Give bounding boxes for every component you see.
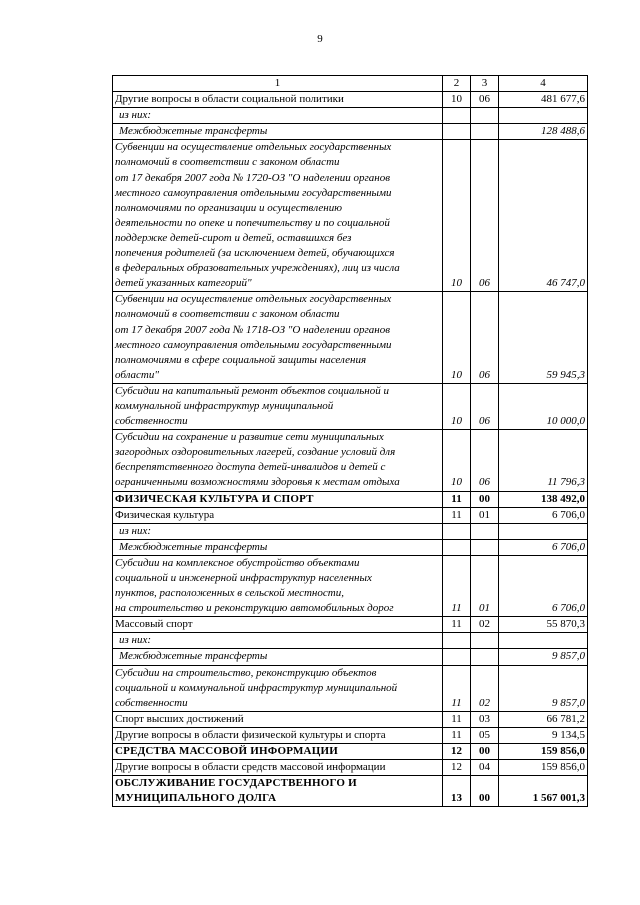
table-row-section-total: [113, 776, 588, 807]
row-amount: [499, 633, 588, 649]
row-section: [443, 108, 471, 124]
row-description: Субвенции на осуществление отдельных государственных полномочий в соответствии с законом области от 17 декабря 2007 года № 1718-ОЗ "О наделении органов местного самоуправления отдельными государственными полномочиями в сфере социальной защиты населения области": [115, 293, 392, 381]
row-section: 11: [443, 507, 471, 523]
row-description: Физическая культура: [113, 507, 443, 523]
row-description: Другие вопросы в области средств массовой информации: [113, 760, 443, 776]
row-amount: 481 677,6: [499, 92, 588, 108]
row-subsection: 05: [471, 727, 499, 743]
row-description: Субсидии на комплексное обустройство объектами социальной и инженерной инфраструктур населенных пунктов, расположенных в сельской местности, на строительство и реконструкцию автомобильных дорог: [115, 556, 394, 615]
row-description: Субвенции на осуществление отдельных государственных полномочий в соответствии с законом области от 17 декабря 2007 года № 1720-ОЗ "О наделении органов местного самоуправления отдельными государственными полномочиями по организации и осуществлению деятельности по опеке и попечительству и по социальной поддержке детей-сирот и детей, оставшихся без попечения родителей (за исключением детей, обучающихся в федеральных образовательных учреждениях), лиц из числа детей указанных категорий": [115, 141, 400, 290]
row-section: [443, 649, 471, 665]
row-description: из них:: [113, 108, 443, 124]
row-subsection: [471, 523, 499, 539]
row-section: 11: [443, 665, 471, 711]
row-description: Спорт высших достижений: [113, 711, 443, 727]
table-row: [113, 727, 588, 743]
row-subsection: [471, 108, 499, 124]
row-subsection: [471, 633, 499, 649]
row-amount: 55 870,3: [499, 617, 588, 633]
row-amount: 9 134,5: [499, 727, 588, 743]
row-section: 11: [443, 491, 471, 507]
row-section: [443, 523, 471, 539]
row-subsection: 06: [471, 430, 499, 491]
row-description: Субсидии на строительство, реконструкцию объектов социальной и коммунальной инфраструктур муниципальной собственности: [115, 666, 398, 709]
row-section: [443, 539, 471, 555]
row-section: 10: [443, 430, 471, 491]
row-description: Другие вопросы в области социальной политики: [113, 92, 443, 108]
row-section: 11: [443, 617, 471, 633]
row-section: 10: [443, 92, 471, 108]
budget-table: [112, 75, 588, 807]
table-row: [113, 292, 588, 384]
row-subsection: 04: [471, 760, 499, 776]
row-description: ОБСЛУЖИВАНИЕ ГОСУДАРСТВЕННОГО И МУНИЦИПАЛЬНОГО ДОЛГА: [115, 777, 357, 805]
row-description: Субсидии на капитальный ремонт объектов социальной и коммунальной инфраструктур муниципальной собственности: [115, 384, 389, 428]
row-description: ФИЗИЧЕСКАЯ КУЛЬТУРА И СПОРТ: [113, 491, 443, 507]
row-section: 13: [443, 776, 471, 807]
row-subsection: [471, 124, 499, 140]
row-description: из них:: [113, 633, 443, 649]
header-col-1: 1: [113, 76, 443, 92]
row-subsection: 00: [471, 776, 499, 807]
row-subsection: 06: [471, 383, 499, 429]
table-row-section-total: [113, 744, 588, 760]
row-subsection: 00: [471, 744, 499, 760]
row-amount: 6 706,0: [499, 507, 588, 523]
row-description: Межбюджетные трансферты: [113, 539, 443, 555]
table-header-row: [113, 76, 588, 92]
row-subsection: 06: [471, 292, 499, 384]
row-description: Массовый спорт: [113, 617, 443, 633]
row-description: СРЕДСТВА МАССОВОЙ ИНФОРМАЦИИ: [113, 744, 443, 760]
row-amount: 6 706,0: [499, 555, 588, 616]
header-col-2: 2: [443, 76, 471, 92]
row-description: Субсидии на сохранение и развитие сети муниципальных загородных оздоровительных лагерей, создание условий для беспрепятственного доступа детей-инвалидов и детей с ограниченными возможностями здоровья к местам отдыха: [115, 431, 400, 489]
row-subsection: 03: [471, 711, 499, 727]
header-col-3: 3: [471, 76, 499, 92]
row-subsection: 01: [471, 507, 499, 523]
table-row: [113, 539, 588, 555]
row-subsection: 06: [471, 140, 499, 292]
row-amount: 66 781,2: [499, 711, 588, 727]
table-row: [113, 430, 588, 491]
row-amount: 138 492,0: [499, 491, 588, 507]
row-description: из них:: [113, 523, 443, 539]
row-section: 10: [443, 292, 471, 384]
table-row-section-total: [113, 491, 588, 507]
row-section: 11: [443, 555, 471, 616]
row-section: [443, 633, 471, 649]
row-amount: 9 857,0: [499, 665, 588, 711]
header-col-4: 4: [499, 76, 588, 92]
row-amount: 159 856,0: [499, 760, 588, 776]
table-row: [113, 140, 588, 292]
table-row: [113, 383, 588, 429]
row-subsection: 00: [471, 491, 499, 507]
row-amount: 1 567 001,3: [499, 776, 588, 807]
row-description: Межбюджетные трансферты: [113, 649, 443, 665]
table-row: [113, 555, 588, 616]
row-subsection: 02: [471, 665, 499, 711]
row-subsection: [471, 649, 499, 665]
table-row: [113, 711, 588, 727]
table-row: [113, 124, 588, 140]
row-subsection: 02: [471, 617, 499, 633]
row-amount: 9 857,0: [499, 649, 588, 665]
row-amount: 10 000,0: [499, 383, 588, 429]
table-row: [113, 617, 588, 633]
row-subsection: 01: [471, 555, 499, 616]
table-row: [113, 633, 588, 649]
table-row: [113, 665, 588, 711]
row-amount: 46 747,0: [499, 140, 588, 292]
row-section: 12: [443, 744, 471, 760]
table-row: [113, 649, 588, 665]
row-section: 10: [443, 383, 471, 429]
row-amount: 6 706,0: [499, 539, 588, 555]
row-section: 11: [443, 727, 471, 743]
row-description: Межбюджетные трансферты: [113, 124, 443, 140]
table-row: [113, 507, 588, 523]
page-number: 9: [317, 33, 323, 45]
row-amount: 11 796,3: [499, 430, 588, 491]
row-amount: [499, 523, 588, 539]
row-section: 11: [443, 711, 471, 727]
table-row: [113, 92, 588, 108]
row-subsection: [471, 539, 499, 555]
table-row: [113, 760, 588, 776]
row-section: [443, 124, 471, 140]
row-subsection: 06: [471, 92, 499, 108]
table-row: [113, 523, 588, 539]
row-amount: 128 488,6: [499, 124, 588, 140]
row-description: Другие вопросы в области физической культуры и спорта: [113, 727, 443, 743]
row-amount: 59 945,3: [499, 292, 588, 384]
row-section: 12: [443, 760, 471, 776]
row-amount: [499, 108, 588, 124]
table-row: [113, 108, 588, 124]
row-amount: 159 856,0: [499, 744, 588, 760]
row-section: 10: [443, 140, 471, 292]
